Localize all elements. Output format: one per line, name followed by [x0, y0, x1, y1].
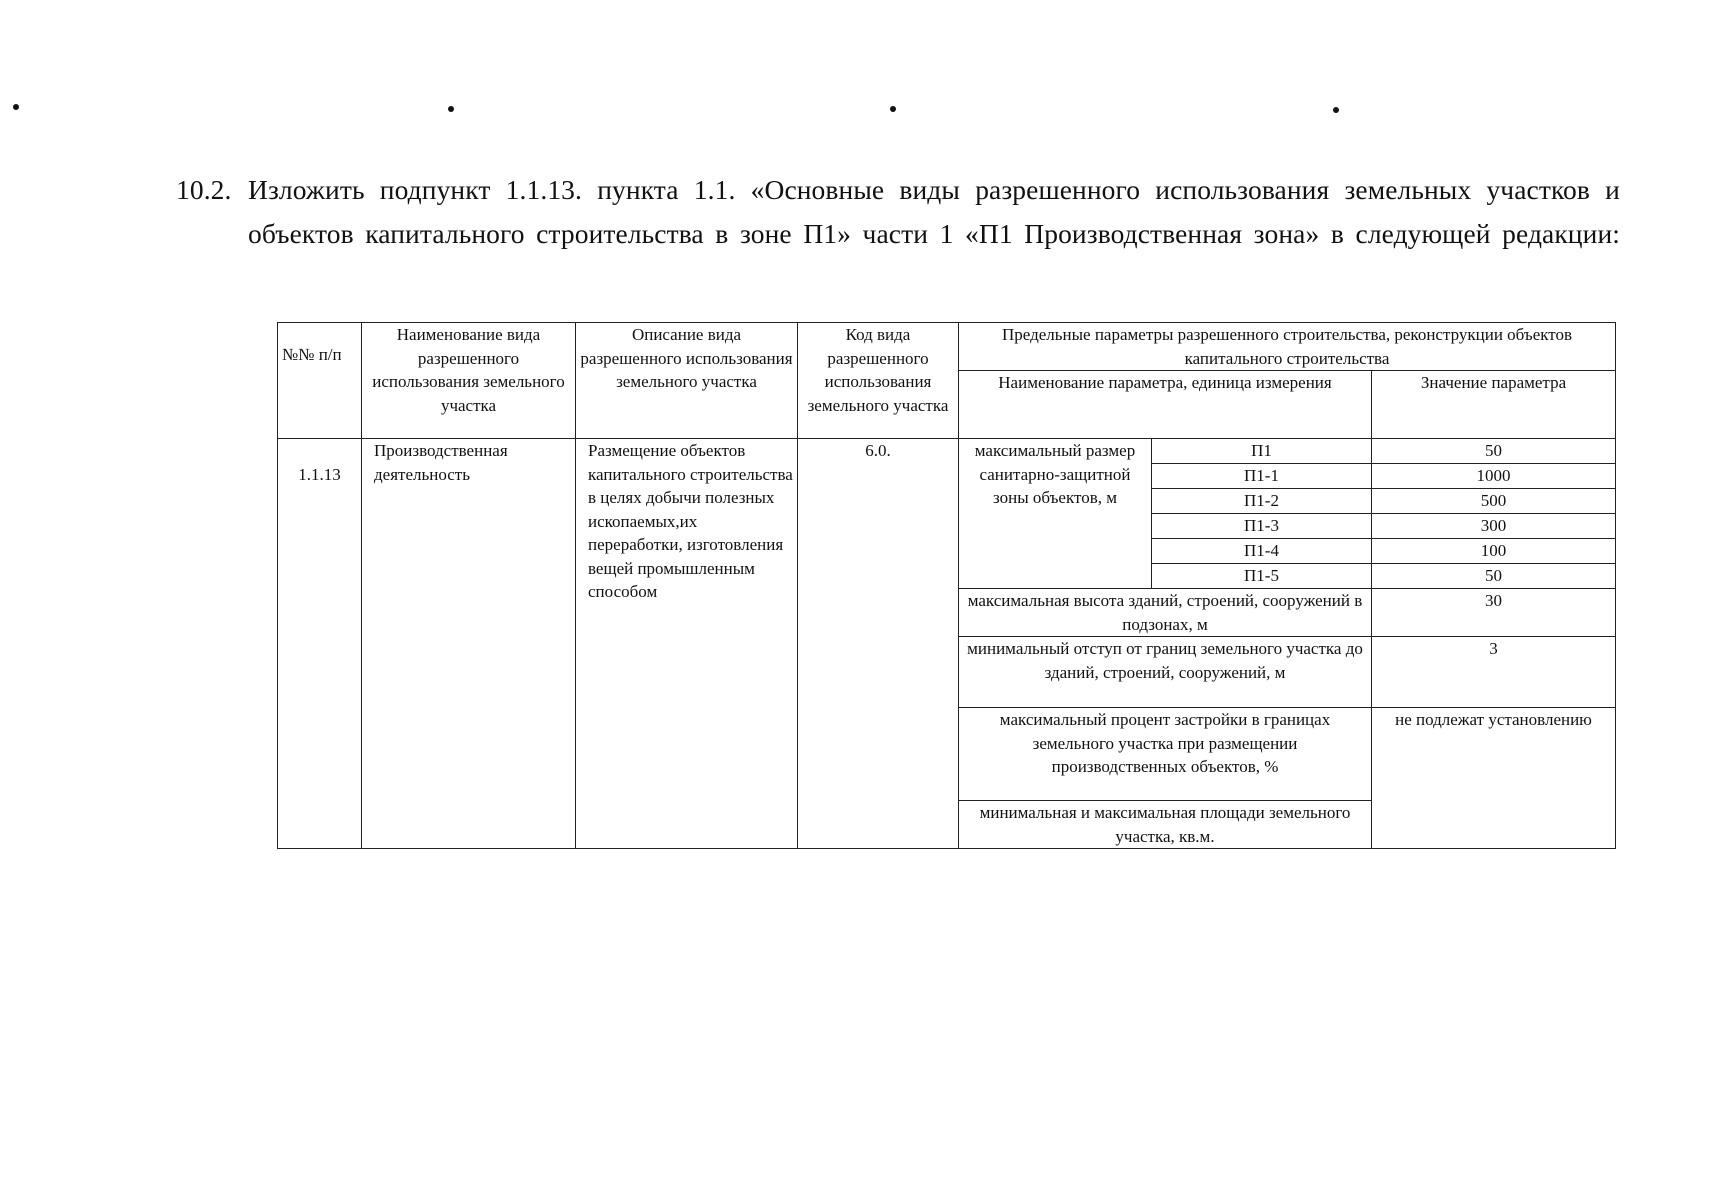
zone-name: П1-5: [1152, 564, 1372, 589]
header-name: Наименование вида разрешенного использования земельного участка: [362, 323, 576, 439]
param-name: минимальная и максимальная площади земельного участка, кв.м.: [959, 801, 1372, 849]
zone-name: П1: [1152, 439, 1372, 464]
zone-name: П1-3: [1152, 514, 1372, 539]
scan-mark: [1333, 107, 1339, 113]
zone-value: 100: [1372, 539, 1616, 564]
sanitary-zone-label: максимальный размер санитарно-защитной зоны объектов, м: [959, 439, 1152, 589]
header-param-name: Наименование параметра, единица измерения: [959, 371, 1372, 439]
header-code: Код вида разрешенного использования земельного участка: [798, 323, 959, 439]
zone-value: 300: [1372, 514, 1616, 539]
row-description: Размещение объектов капитального строительства в целях добычи полезных ископаемых,их переработки, изготовления вещей промышленным способом: [576, 439, 798, 849]
scan-mark: [890, 106, 896, 112]
param-name: минимальный отступ от границ земельного участка до зданий, строений, сооружений, м: [959, 637, 1372, 708]
header-description: Описание вида разрешенного использования земельного участка: [576, 323, 798, 439]
header-param-value: Значение параметра: [1372, 371, 1616, 439]
zone-name: П1-1: [1152, 464, 1372, 489]
zoning-table: [277, 322, 1616, 849]
zone-value: 500: [1372, 489, 1616, 514]
row-num: [278, 439, 362, 849]
scan-mark: [448, 106, 454, 112]
param-name: максимальный процент застройки в границах земельного участка при размещении производственных объектов, %: [959, 708, 1372, 801]
zone-value: 1000: [1372, 464, 1616, 489]
param-name: максимальная высота зданий, строений, сооружений в подзонах, м: [959, 589, 1372, 637]
paragraph-line-1: Изложить подпункт 1.1.13. пункта 1.1. «Основные виды разрешенного использования земельных участков и: [248, 174, 1620, 205]
zone-value: 50: [1372, 439, 1616, 464]
zone-name: П1-2: [1152, 489, 1372, 514]
paragraph-line-2: объектов капитального строительства в зоне П1» части 1 «П1 Производственная зона» в следующей редакции:: [248, 218, 1620, 249]
row-name: Производственная деятельность: [362, 439, 576, 849]
amendment-paragraph: [176, 168, 1620, 256]
paragraph-number: 10.2.: [176, 174, 232, 205]
zone-value: 50: [1372, 564, 1616, 589]
row-code: 6.0.: [798, 439, 959, 849]
header-num: №№ п/п: [278, 323, 362, 439]
row-num-text: 1.1.13: [298, 465, 341, 484]
param-value: 30: [1372, 589, 1616, 637]
header-limits: Предельные параметры разрешенного строительства, реконструкции объектов капитального строительства: [959, 323, 1616, 371]
zone-name: П1-4: [1152, 539, 1372, 564]
param-value: не подлежат установлению: [1372, 708, 1616, 849]
scan-mark: [13, 104, 19, 110]
param-value: 3: [1372, 637, 1616, 708]
